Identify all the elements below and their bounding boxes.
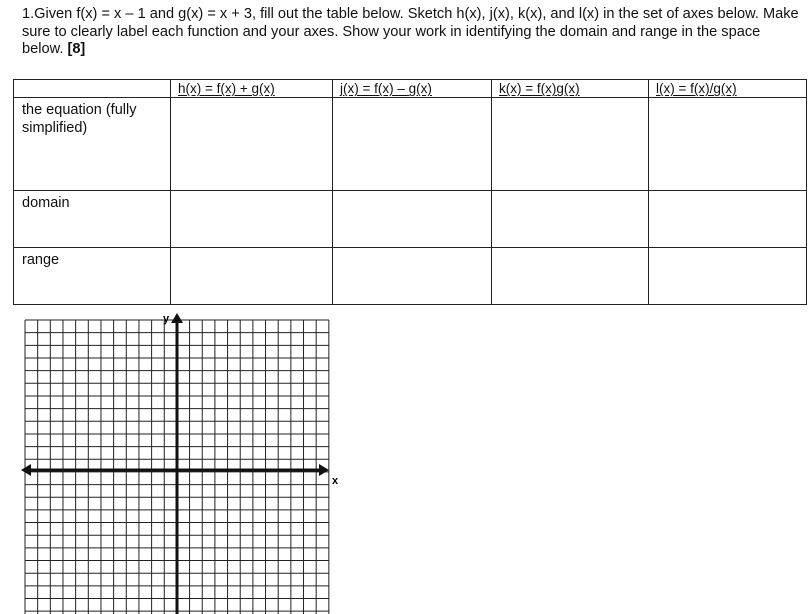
instructions-text bbox=[22, 6, 802, 59]
table-row-domain bbox=[14, 191, 807, 248]
x-axis-right-arrow bbox=[319, 464, 329, 476]
answer-cell-domain-l[interactable] bbox=[649, 191, 807, 248]
coordinate-grid[interactable] bbox=[19, 312, 345, 614]
function-table bbox=[13, 79, 807, 305]
row-label-range: range bbox=[14, 248, 171, 305]
answer-cell-equation-k[interactable] bbox=[492, 98, 649, 191]
x-axis-label: x bbox=[332, 475, 339, 487]
answer-cell-domain-j[interactable] bbox=[333, 191, 492, 248]
coordinate-grid-svg[interactable] bbox=[19, 312, 345, 614]
answer-cell-range-h[interactable] bbox=[171, 248, 333, 305]
answer-cell-equation-h[interactable] bbox=[171, 98, 333, 191]
y-axis-label: y bbox=[163, 313, 170, 325]
answer-cell-equation-j[interactable] bbox=[333, 98, 492, 191]
row-label-domain: domain bbox=[14, 191, 171, 248]
answer-cell-domain-k[interactable] bbox=[492, 191, 649, 248]
header-l-function: l(x) = f(x)/g(x) bbox=[649, 80, 807, 98]
answer-cell-range-l[interactable] bbox=[649, 248, 807, 305]
table-row-range bbox=[14, 248, 807, 305]
answer-cell-range-j[interactable] bbox=[333, 248, 492, 305]
answer-cell-range-k[interactable] bbox=[492, 248, 649, 305]
row-label-equation: the equation (fully simplified) bbox=[14, 98, 171, 191]
answer-cell-equation-l[interactable] bbox=[649, 98, 807, 191]
x-axis-left-arrow bbox=[21, 464, 31, 476]
table-row-equation bbox=[14, 98, 807, 191]
instructions-body: 1.Given f(x) = x – 1 and g(x) = x + 3, fill out the table below. Sketch h(x), j(x), k(x), and l(x) in the set of axes below. Make sure to clearly label each function and your axes. Show your work in identifying the domain and range in the space below. bbox=[22, 6, 799, 57]
header-k-function: k(x) = f(x)g(x) bbox=[492, 80, 649, 98]
answer-cell-domain-h[interactable] bbox=[171, 191, 333, 248]
table-corner-cell bbox=[14, 80, 171, 98]
header-h-function: h(x) = f(x) + g(x) bbox=[171, 80, 333, 98]
header-j-function: j(x) = f(x) – g(x) bbox=[333, 80, 492, 98]
table-header-row bbox=[14, 80, 807, 98]
y-axis-up-arrow bbox=[171, 313, 183, 323]
marks-label: [8] bbox=[67, 41, 86, 57]
